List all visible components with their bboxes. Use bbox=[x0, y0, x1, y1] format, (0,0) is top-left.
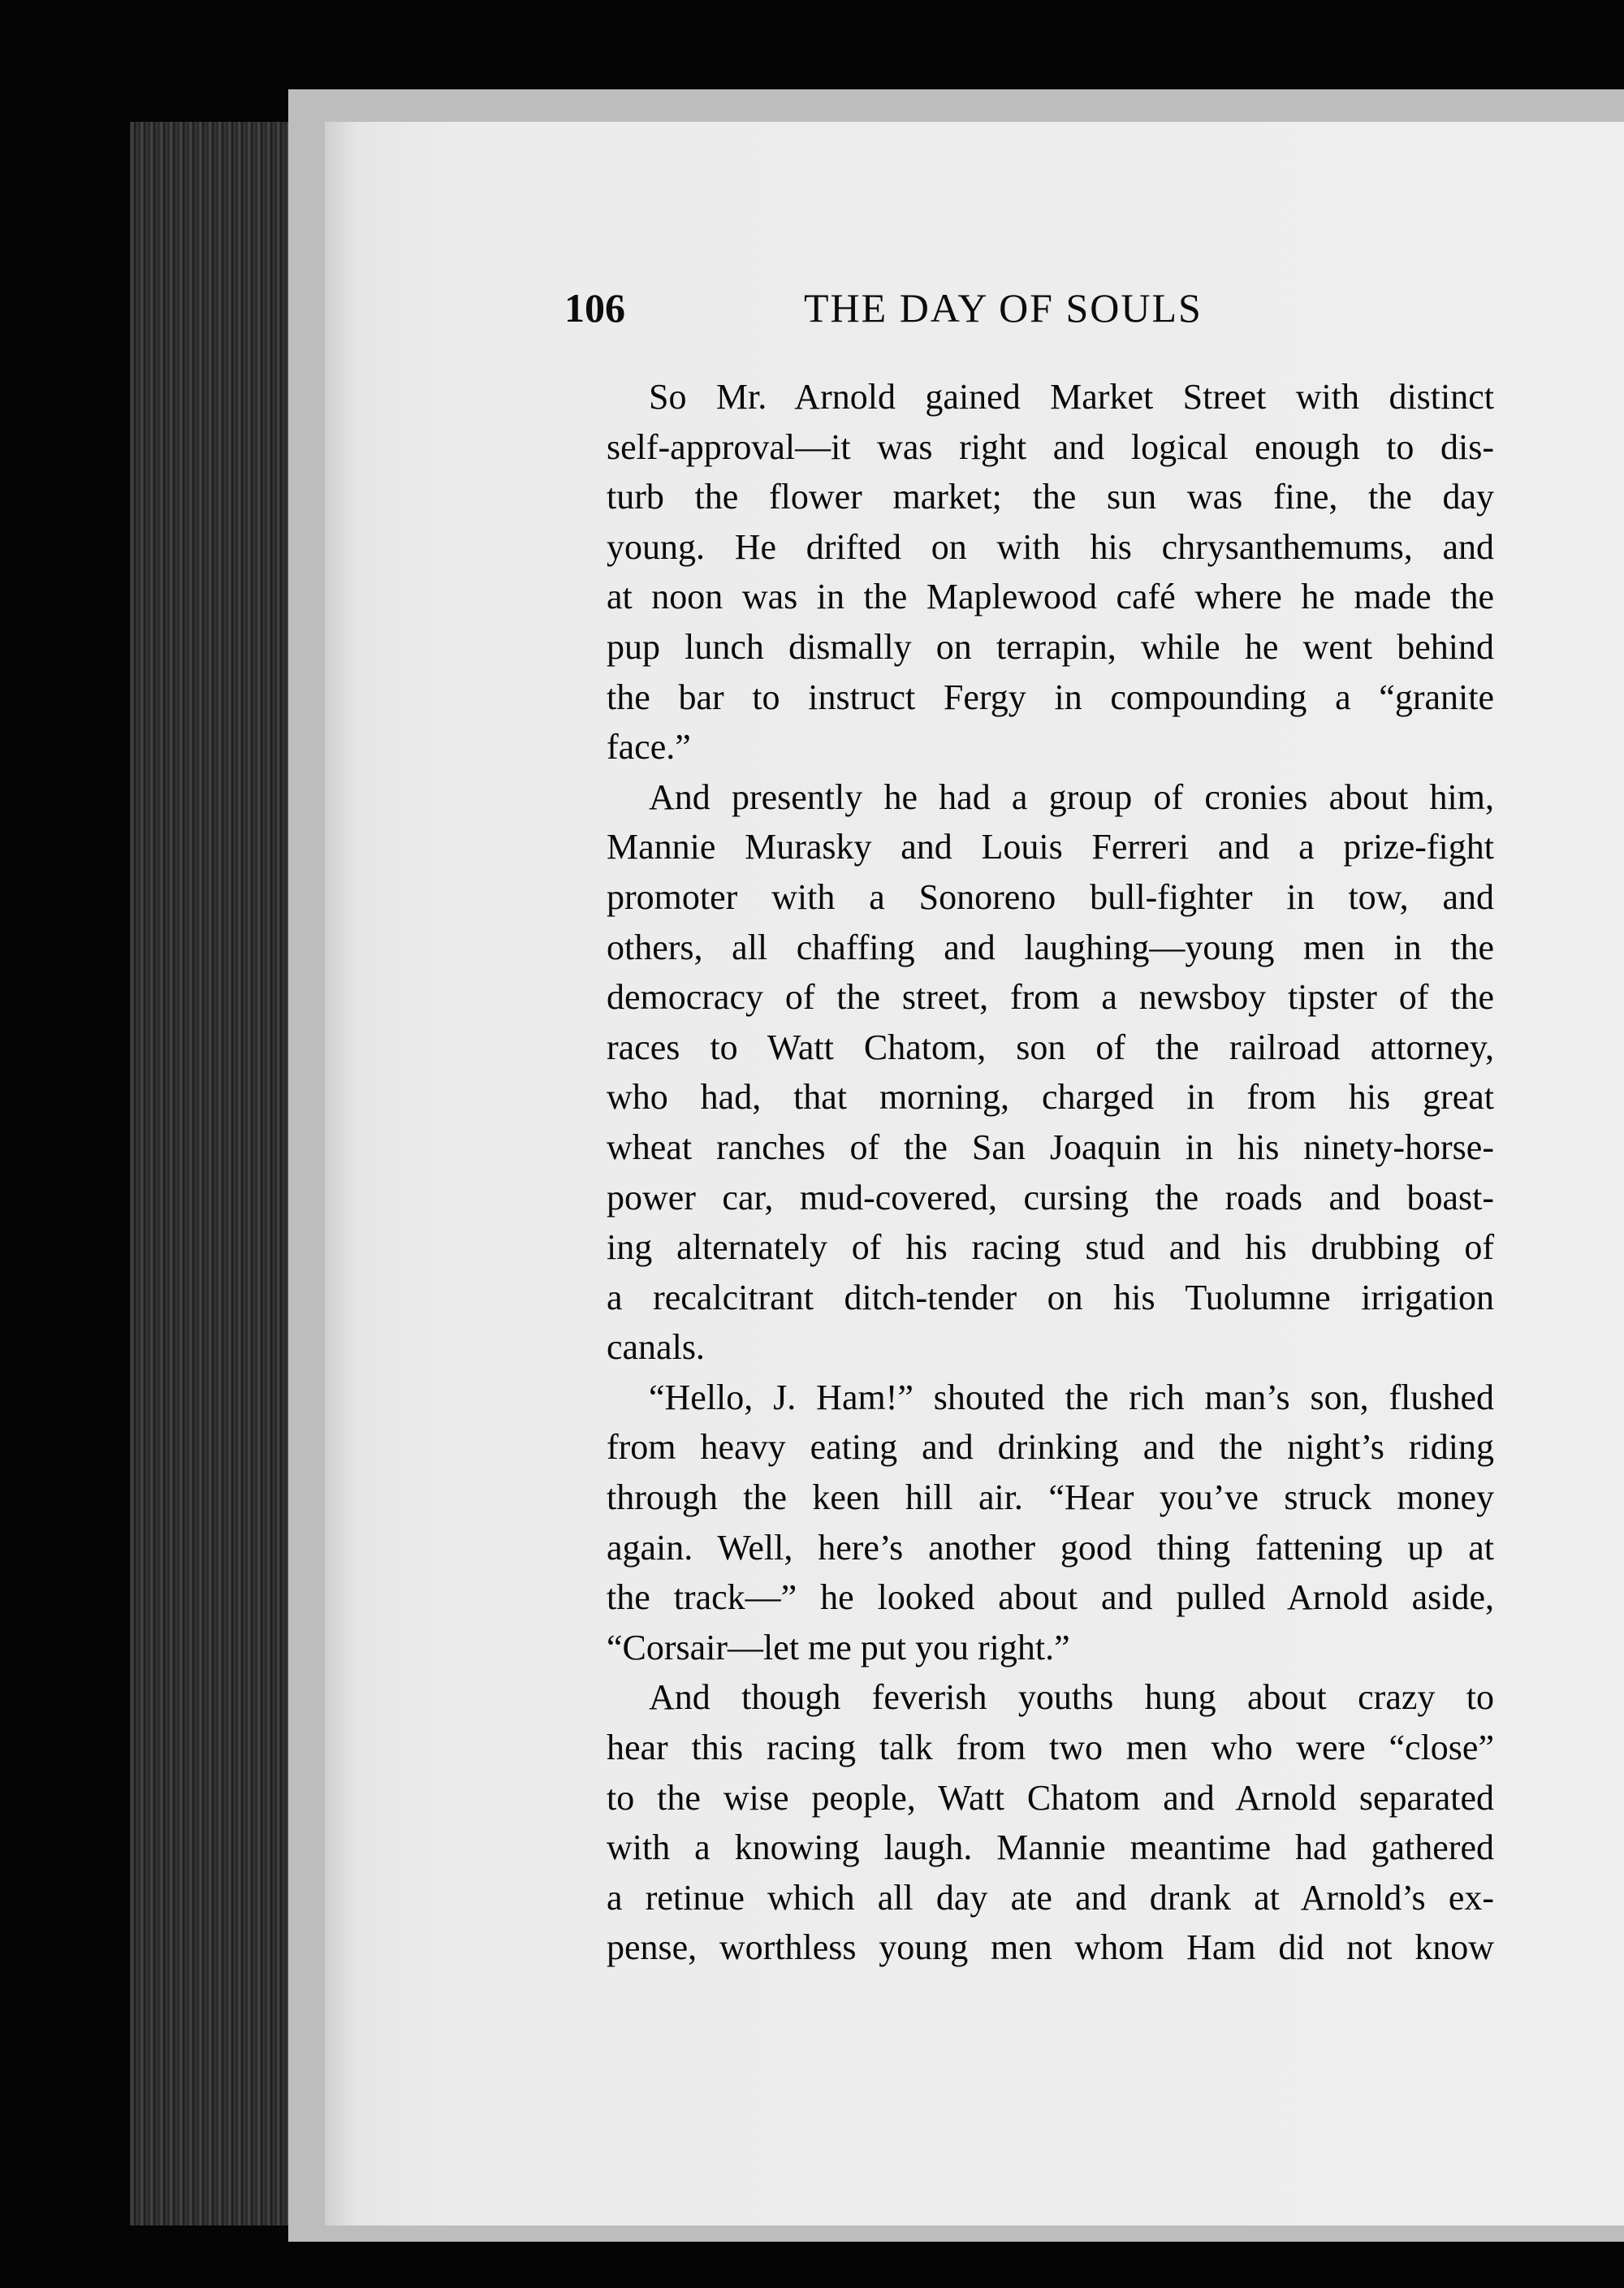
text-line: the bar to instruct Fergy in compounding a “granite bbox=[607, 677, 1494, 717]
running-title: THE DAY OF SOULS bbox=[804, 285, 1203, 331]
text-line: who had, that morning, charged in from his great bbox=[607, 1077, 1494, 1118]
text-line: young. He drifted on with his chrysanthemums, and bbox=[607, 526, 1494, 567]
text-line: power car, mud-covered, cursing the roads and boast- bbox=[607, 1177, 1494, 1218]
text-line: promoter with a Sonoreno bull-fighter in tow, and bbox=[607, 876, 1494, 917]
text-line: hear this racing talk from two men who were “close” bbox=[607, 1728, 1494, 1768]
text-line: “Hello, J. Ham!” shouted the rich man’s son, flushed bbox=[649, 1377, 1494, 1417]
text-line: ing alternately of his racing stud and his drubbing of bbox=[607, 1227, 1494, 1268]
text-line: self-approval—it was right and logical enough to dis- bbox=[607, 426, 1494, 467]
text-line: canals. bbox=[607, 1327, 705, 1368]
text-line: from heavy eating and drinking and the night’s riding bbox=[607, 1427, 1494, 1468]
text-line: Mannie Murasky and Louis Ferreri and a prize-fight bbox=[607, 827, 1494, 867]
text-line: And presently he had a group of cronies about him, bbox=[649, 776, 1494, 817]
text-line: at noon was in the Maplewood café where he made the bbox=[607, 577, 1494, 617]
text-line: And though feverish youths hung about crazy to bbox=[649, 1677, 1494, 1718]
text-line: pup lunch dismally on terrapin, while he went behind bbox=[607, 626, 1494, 667]
paragraph-3 bbox=[564, 1373, 1494, 1673]
text-line: pense, worthless young men whom Ham did not know bbox=[607, 1927, 1494, 1968]
paragraph-2 bbox=[564, 772, 1494, 1373]
text-line: races to Watt Chatom, son of the railroad attorney, bbox=[607, 1027, 1494, 1067]
text-line: the track—” he looked about and pulled Arnold aside, bbox=[607, 1577, 1494, 1618]
text-line: “Corsair—let me put you right.” bbox=[607, 1627, 1070, 1667]
page-header bbox=[564, 284, 1539, 349]
text-line: others, all chaffing and laughing—young men in the bbox=[607, 927, 1494, 967]
text-line: democracy of the street, from a newsboy tipster of the bbox=[607, 977, 1494, 1018]
paragraph-1 bbox=[564, 372, 1494, 772]
text-line: face.” bbox=[607, 727, 691, 768]
text-line: through the keen hill air. “Hear you’ve struck money bbox=[607, 1477, 1494, 1518]
text-line: turb the flower market; the sun was fine, the day bbox=[607, 477, 1494, 517]
text-line: with a knowing laugh. Mannie meantime had gathered bbox=[607, 1827, 1494, 1868]
text-line: to the wise people, Watt Chatom and Arnold separated bbox=[607, 1777, 1494, 1818]
paragraph-4 bbox=[564, 1672, 1494, 1973]
text-line: So Mr. Arnold gained Market Street with distinct bbox=[649, 377, 1494, 417]
page-number: 106 bbox=[564, 285, 625, 331]
body-text bbox=[564, 372, 1494, 1973]
text-line: wheat ranches of the San Joaquin in his ninety-horse- bbox=[607, 1127, 1494, 1167]
text-line: again. Well, here’s another good thing fattening up at bbox=[607, 1527, 1494, 1568]
text-line: a retinue which all day ate and drank at Arnold’s ex- bbox=[607, 1877, 1494, 1918]
text-line: a recalcitrant ditch-tender on his Tuolumne irrigation bbox=[607, 1277, 1494, 1317]
